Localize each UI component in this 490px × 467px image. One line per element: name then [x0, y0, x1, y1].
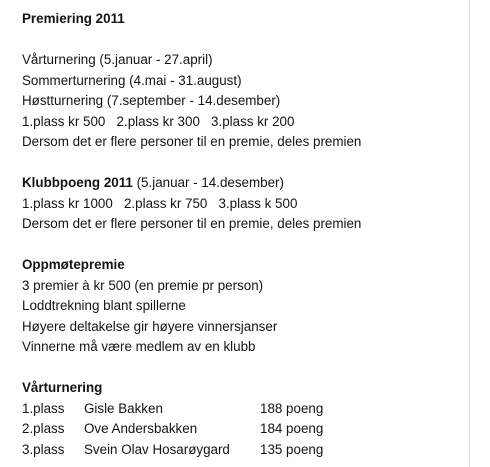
- attendance-line: Høyere deltakelse gir høyere vinnersjanser: [22, 318, 278, 334]
- tournament-summer: Sommerturnering (4.mai - 31.august): [22, 72, 242, 88]
- spacer: [22, 358, 469, 379]
- result-place: 3.plass: [22, 441, 65, 457]
- result-points: 135 poeng: [260, 441, 324, 457]
- spring-results-title: Vårturnering: [22, 380, 103, 395]
- spacer: [22, 153, 469, 174]
- club-points-note: Dersom det er flere personer til en premie, deles premien: [22, 216, 362, 231]
- result-place: 1.plass: [22, 400, 65, 416]
- club-points-heading: [22, 173, 469, 194]
- attendance-line: Vinnerne må være medlem av en klubb: [22, 339, 256, 354]
- result-name: Ove Andersbakken: [84, 421, 198, 436]
- result-points: 188 poeng: [260, 400, 324, 416]
- attendance-line: Loddtrekning blant spillerne: [22, 298, 186, 313]
- document-content: [22, 9, 469, 460]
- tournament-autumn: Høstturnering (7.september - 14.desember): [22, 93, 281, 108]
- spacer: [22, 30, 469, 51]
- result-points: 184 poeng: [260, 421, 324, 436]
- result-name: Gisle Bakken: [84, 400, 163, 416]
- spacer: [22, 235, 469, 256]
- spring-results-table: [22, 399, 323, 461]
- tournament-prizes: 1.plass kr 500 2.plass kr 300 3.plass kr 200: [22, 113, 295, 129]
- club-points-period: (5.januar - 14.desember): [132, 175, 284, 190]
- attendance-title: Oppmøtepremie: [22, 257, 125, 272]
- tournament-shared-note: Dersom det er flere personer til en premie, deles premien: [22, 134, 362, 149]
- result-name: Svein Olav Hosarøygard: [84, 441, 230, 457]
- club-points-title: Klubbpoeng 2011: [22, 175, 133, 190]
- attendance-line: 3 premier à kr 500 (en premie pr person): [22, 277, 264, 293]
- club-points-prizes: 1.plass kr 1000 2.plass kr 750 3.plass k 500: [22, 195, 298, 211]
- tournament-spring: Vårturnering (5.januar - 27.april): [22, 52, 213, 67]
- table-row: [22, 440, 323, 461]
- table-row: [22, 419, 323, 440]
- result-place: 2.plass: [22, 421, 65, 436]
- table-row: [22, 399, 323, 420]
- prize-title: Premiering 2011: [22, 11, 125, 26]
